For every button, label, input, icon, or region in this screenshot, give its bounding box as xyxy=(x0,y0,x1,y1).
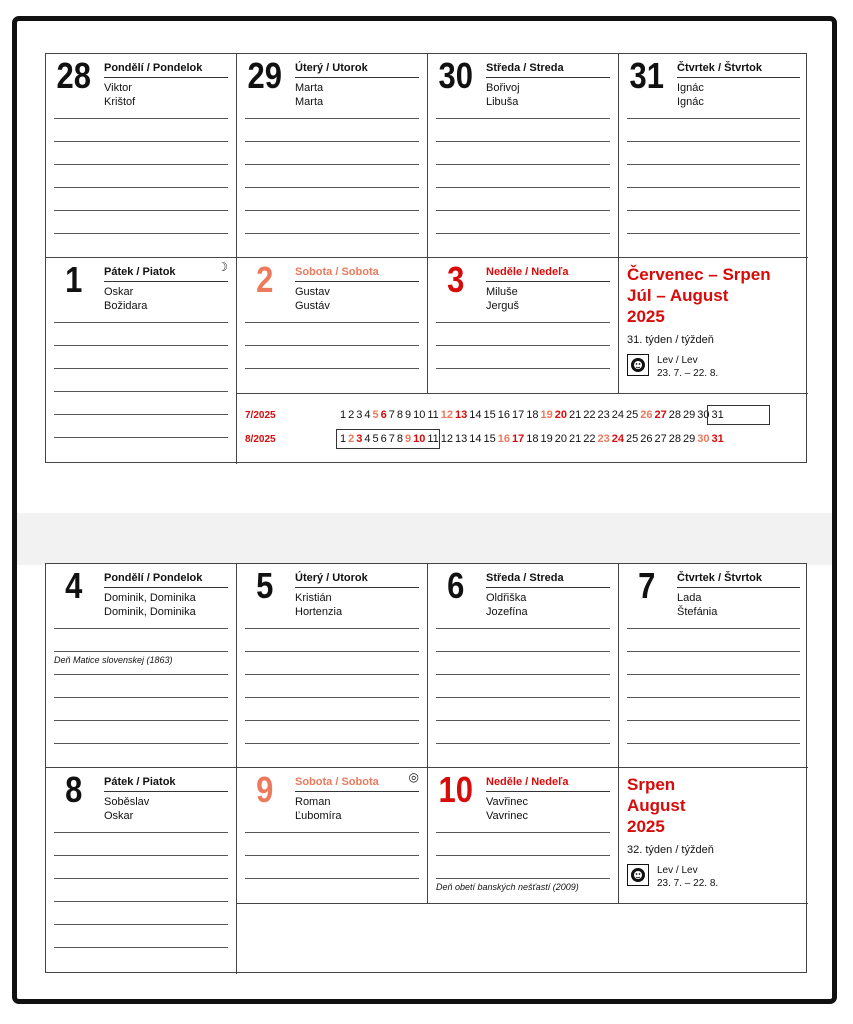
writing-line[interactable] xyxy=(54,322,228,323)
writing-line[interactable] xyxy=(627,743,800,744)
name-day: Kristián xyxy=(295,592,332,604)
mini-day[interactable]: 22 xyxy=(583,433,596,445)
mini-day[interactable]: 19 xyxy=(540,433,553,445)
day-cell-28[interactable] xyxy=(46,54,237,258)
mini-day[interactable]: 27 xyxy=(654,409,667,421)
mini-day[interactable]: 8 xyxy=(396,409,403,421)
mini-day[interactable]: 28 xyxy=(668,433,682,445)
name-days xyxy=(295,81,323,109)
writing-line[interactable] xyxy=(627,628,800,629)
mini-day[interactable]: 13 xyxy=(455,433,468,445)
day-cell-9[interactable] xyxy=(237,768,428,904)
name-days xyxy=(295,285,330,313)
writing-line[interactable] xyxy=(54,414,228,415)
lion-zodiac-icon xyxy=(627,864,649,886)
day-number: 5 xyxy=(256,565,274,606)
mini-day[interactable]: 5 xyxy=(372,409,379,421)
writing-line[interactable] xyxy=(627,118,800,119)
mini-day[interactable]: 17 xyxy=(512,409,525,421)
mini-day[interactable]: 11 xyxy=(427,433,439,445)
writing-line[interactable] xyxy=(245,368,419,369)
name-day: Ignác xyxy=(677,96,704,108)
day-name: Pátek / Piatok xyxy=(104,266,228,282)
name-day: Bořivoj xyxy=(486,82,520,94)
writing-line[interactable] xyxy=(54,855,228,856)
mini-day[interactable]: 10 xyxy=(413,409,426,421)
name-days xyxy=(104,795,149,823)
writing-line[interactable] xyxy=(436,164,610,165)
writing-line[interactable] xyxy=(627,651,800,652)
name-days xyxy=(486,795,528,823)
writing-line[interactable] xyxy=(54,437,228,438)
mini-month-days xyxy=(339,408,725,422)
mini-day[interactable]: 31 xyxy=(711,433,724,445)
name-day: Marta xyxy=(295,82,324,94)
day-number: 4 xyxy=(65,565,83,606)
month-title-line: 2025 xyxy=(627,307,665,326)
writing-line[interactable] xyxy=(245,743,419,744)
day-name: Neděle / Nedeľa xyxy=(486,266,610,282)
day-name: Pondělí / Pondelok xyxy=(104,572,228,588)
writing-line[interactable] xyxy=(245,855,419,856)
mini-day[interactable]: 8 xyxy=(396,433,403,445)
full-moon-icon: ◎ xyxy=(408,770,419,784)
writing-line[interactable] xyxy=(54,878,228,879)
day-name: Čtvrtek / Štvrtok xyxy=(677,572,800,588)
mini-month-label: 8/2025 xyxy=(245,434,276,445)
mini-day[interactable]: 7 xyxy=(388,433,395,445)
writing-line[interactable] xyxy=(245,233,419,234)
mini-day[interactable]: 30 xyxy=(697,433,710,445)
day-cell-8[interactable] xyxy=(46,768,237,974)
mini-day[interactable]: 19 xyxy=(540,409,553,421)
zodiac-line: 23. 7. – 22. 8. xyxy=(657,368,719,379)
mini-month-label: 7/2025 xyxy=(245,410,276,421)
mini-day[interactable]: 16 xyxy=(497,433,511,445)
writing-line[interactable] xyxy=(54,368,228,369)
day-name: Úterý / Utorok xyxy=(295,572,419,588)
zodiac-line: Lev / Lev xyxy=(657,865,698,876)
mini-day[interactable]: 3 xyxy=(356,433,363,445)
name-day: Gustáv xyxy=(295,300,330,312)
name-day: Ignác xyxy=(677,82,704,94)
day-name: Sobota / Sobota xyxy=(295,776,419,792)
mini-day[interactable]: 9 xyxy=(405,433,412,445)
writing-line[interactable] xyxy=(627,674,800,675)
writing-line[interactable] xyxy=(436,210,610,211)
day-number: 2 xyxy=(256,259,274,300)
name-day: Krištof xyxy=(104,96,136,108)
writing-line[interactable] xyxy=(245,164,419,165)
current-week-highlight xyxy=(707,405,770,425)
writing-line[interactable] xyxy=(436,141,610,142)
day-cell-30[interactable] xyxy=(428,54,619,258)
name-days xyxy=(677,591,717,619)
name-days xyxy=(677,81,704,109)
mini-day[interactable]: 28 xyxy=(668,409,682,421)
day-number: 30 xyxy=(438,55,473,96)
writing-line[interactable] xyxy=(54,391,228,392)
name-days xyxy=(104,285,147,313)
mini-day[interactable]: 15 xyxy=(483,409,496,421)
planner-page-week-31 xyxy=(45,53,807,463)
writing-line[interactable] xyxy=(436,651,610,652)
day-number: 8 xyxy=(65,769,83,810)
writing-line[interactable] xyxy=(54,720,228,721)
writing-line[interactable] xyxy=(627,187,800,188)
name-days xyxy=(486,285,519,313)
writing-line[interactable] xyxy=(436,187,610,188)
mini-day[interactable]: 30 xyxy=(697,409,710,421)
mini-day[interactable]: 20 xyxy=(554,433,568,445)
month-info-cell xyxy=(619,258,808,394)
mini-day[interactable]: 24 xyxy=(611,433,625,445)
month-title xyxy=(627,264,771,327)
name-day: Libuša xyxy=(486,96,519,108)
mini-day[interactable]: 22 xyxy=(583,409,596,421)
name-day: Viktor xyxy=(104,82,132,94)
writing-line[interactable] xyxy=(245,118,419,119)
name-day: Dominik, Dominika xyxy=(104,606,196,618)
zodiac-line: Lev / Lev xyxy=(657,355,698,366)
mini-day[interactable]: 14 xyxy=(469,409,482,421)
writing-line[interactable] xyxy=(245,322,419,323)
name-day: Marta xyxy=(295,96,324,108)
day-name: Středa / Streda xyxy=(486,62,610,78)
writing-line[interactable] xyxy=(436,674,610,675)
writing-line[interactable] xyxy=(54,743,228,744)
writing-line[interactable] xyxy=(436,322,610,323)
week-number: 32. týden / týždeň xyxy=(627,844,714,856)
writing-line[interactable] xyxy=(627,697,800,698)
writing-line[interactable] xyxy=(245,697,419,698)
name-days xyxy=(486,591,528,619)
mini-day[interactable]: 20 xyxy=(554,409,568,421)
writing-line[interactable] xyxy=(436,832,610,833)
day-cell-29[interactable] xyxy=(237,54,428,258)
mini-day[interactable]: 12 xyxy=(440,433,454,445)
mini-day[interactable]: 29 xyxy=(683,433,696,445)
day-number: 9 xyxy=(256,769,274,810)
mini-day[interactable]: 26 xyxy=(640,433,653,445)
mini-day[interactable]: 25 xyxy=(626,433,639,445)
moon-phase-icon: ☽ xyxy=(217,260,228,274)
writing-line[interactable] xyxy=(436,368,610,369)
mini-day[interactable]: 16 xyxy=(497,409,511,421)
mini-day[interactable]: 18 xyxy=(526,433,539,445)
name-day: Roman xyxy=(295,796,331,808)
day-cell-10[interactable] xyxy=(428,768,619,904)
writing-line[interactable] xyxy=(627,720,800,721)
zodiac-sign xyxy=(657,354,718,380)
mini-day[interactable]: 9 xyxy=(405,409,412,421)
empty-area[interactable] xyxy=(237,904,808,972)
zodiac-sign xyxy=(657,864,718,890)
name-day: Dominik, Dominika xyxy=(104,592,196,604)
mini-day[interactable]: 10 xyxy=(413,433,426,445)
month-title-line: August xyxy=(627,796,686,815)
name-day: Soběslav xyxy=(104,796,150,808)
mini-day[interactable]: 17 xyxy=(512,433,525,445)
writing-line[interactable] xyxy=(54,628,228,629)
month-title-line: Červenec – Srpen xyxy=(627,265,771,284)
writing-line[interactable] xyxy=(436,743,610,744)
week-number: 31. týden / týždeň xyxy=(627,334,714,346)
name-day: Štefánia xyxy=(677,606,718,618)
mini-day[interactable]: 21 xyxy=(569,433,582,445)
writing-line[interactable] xyxy=(54,674,228,675)
mini-day[interactable]: 4 xyxy=(364,409,371,421)
writing-line[interactable] xyxy=(627,141,800,142)
mini-day[interactable]: 6 xyxy=(380,433,387,445)
page-gap xyxy=(17,513,832,565)
mini-day[interactable]: 25 xyxy=(626,409,639,421)
lion-zodiac-icon xyxy=(627,354,649,376)
mini-day[interactable]: 23 xyxy=(597,433,610,445)
day-name: Úterý / Utorok xyxy=(295,62,419,78)
day-cell-6[interactable] xyxy=(428,564,619,768)
day-name: Pátek / Piatok xyxy=(104,776,228,792)
mini-day[interactable]: 24 xyxy=(611,409,625,421)
mini-day[interactable]: 26 xyxy=(640,409,653,421)
writing-line[interactable] xyxy=(54,210,228,211)
writing-line[interactable] xyxy=(245,187,419,188)
day-number: 7 xyxy=(638,565,656,606)
day-cell-4[interactable] xyxy=(46,564,237,768)
day-number: 3 xyxy=(447,259,465,300)
name-days xyxy=(486,81,520,109)
name-day: Božidara xyxy=(104,300,148,312)
day-number: 29 xyxy=(247,55,282,96)
day-number: 1 xyxy=(65,259,83,300)
day-name: Čtvrtek / Štvrtok xyxy=(677,62,800,78)
writing-line[interactable] xyxy=(436,720,610,721)
mini-day[interactable]: 5 xyxy=(372,433,379,445)
mini-day[interactable]: 23 xyxy=(597,409,610,421)
mini-day[interactable]: 11 xyxy=(427,409,439,421)
writing-line[interactable] xyxy=(54,345,228,346)
day-cell-7[interactable] xyxy=(619,564,808,768)
writing-line[interactable] xyxy=(436,628,610,629)
writing-line[interactable] xyxy=(245,141,419,142)
day-cell-2[interactable] xyxy=(237,258,428,394)
writing-line[interactable] xyxy=(436,878,610,879)
name-day: Vavřinec xyxy=(486,796,528,808)
writing-line[interactable] xyxy=(436,345,610,346)
writing-line[interactable] xyxy=(54,187,228,188)
zodiac-line: 23. 7. – 22. 8. xyxy=(657,878,719,889)
name-day: Ľubomíra xyxy=(295,810,342,822)
mini-day[interactable]: 15 xyxy=(483,433,496,445)
planner-frame xyxy=(12,16,837,1004)
day-cell-31[interactable] xyxy=(619,54,808,258)
writing-line[interactable] xyxy=(54,947,228,948)
writing-line[interactable] xyxy=(54,651,228,652)
month-info-cell xyxy=(619,768,808,904)
writing-line[interactable] xyxy=(436,697,610,698)
writing-line[interactable] xyxy=(245,651,419,652)
mini-day[interactable]: 31 xyxy=(711,409,724,421)
writing-line[interactable] xyxy=(245,674,419,675)
mini-day[interactable]: 21 xyxy=(569,409,582,421)
writing-line[interactable] xyxy=(627,233,800,234)
writing-line[interactable] xyxy=(54,832,228,833)
writing-line[interactable] xyxy=(54,697,228,698)
writing-line[interactable] xyxy=(245,210,419,211)
holiday-note: Deň Matice slovenskej (1863) xyxy=(54,655,173,665)
name-day: Vavrinec xyxy=(486,810,528,822)
mini-day[interactable]: 13 xyxy=(455,409,468,421)
writing-line[interactable] xyxy=(54,164,228,165)
writing-line[interactable] xyxy=(245,345,419,346)
mini-day[interactable]: 7 xyxy=(388,409,395,421)
writing-line[interactable] xyxy=(245,628,419,629)
mini-day[interactable]: 1 xyxy=(340,433,347,445)
writing-line[interactable] xyxy=(245,878,419,879)
day-name: Pondělí / Pondelok xyxy=(104,62,228,78)
day-name: Neděle / Nedeľa xyxy=(486,776,610,792)
planner-page-week-32 xyxy=(45,563,807,973)
mini-day[interactable]: 29 xyxy=(683,409,696,421)
writing-line[interactable] xyxy=(627,164,800,165)
writing-line[interactable] xyxy=(54,233,228,234)
name-days xyxy=(295,795,341,823)
day-name: Středa / Streda xyxy=(486,572,610,588)
name-day: Jozefína xyxy=(486,606,528,618)
name-day: Oskar xyxy=(104,286,134,298)
name-days xyxy=(295,591,342,619)
day-cell-1[interactable] xyxy=(46,258,237,464)
writing-line[interactable] xyxy=(436,118,610,119)
writing-line[interactable] xyxy=(245,720,419,721)
mini-day[interactable]: 2 xyxy=(348,409,355,421)
day-number: 10 xyxy=(438,769,473,810)
mini-day[interactable]: 6 xyxy=(380,409,387,421)
mini-day[interactable]: 1 xyxy=(340,409,347,421)
writing-line[interactable] xyxy=(436,855,610,856)
current-week-highlight xyxy=(336,429,440,449)
mini-day[interactable]: 14 xyxy=(469,433,482,445)
mini-day[interactable]: 2 xyxy=(348,433,355,445)
month-title-line: Srpen xyxy=(627,775,676,794)
name-days xyxy=(104,591,196,619)
mini-calendar xyxy=(237,394,808,462)
mini-day[interactable]: 3 xyxy=(356,409,363,421)
name-day: Lada xyxy=(677,592,702,604)
writing-line[interactable] xyxy=(436,233,610,234)
month-title xyxy=(627,774,686,837)
month-title-line: 2025 xyxy=(627,817,665,836)
day-number: 31 xyxy=(629,55,664,96)
day-cell-3[interactable] xyxy=(428,258,619,394)
mini-day[interactable]: 18 xyxy=(526,409,539,421)
mini-day[interactable]: 27 xyxy=(654,433,667,445)
name-day: Gustav xyxy=(295,286,330,298)
day-number: 28 xyxy=(56,55,91,96)
day-number: 6 xyxy=(447,565,465,606)
month-title-line: Júl – August xyxy=(627,286,729,305)
name-day: Jerguš xyxy=(486,300,520,312)
holiday-note: Deň obetí banských nešťastí (2009) xyxy=(436,882,579,892)
name-day: Oldřiška xyxy=(486,592,527,604)
writing-line[interactable] xyxy=(627,210,800,211)
name-day: Hortenzia xyxy=(295,606,343,618)
day-name: Sobota / Sobota xyxy=(295,266,419,282)
writing-line[interactable] xyxy=(54,924,228,925)
mini-day[interactable]: 12 xyxy=(440,409,454,421)
day-cell-5[interactable] xyxy=(237,564,428,768)
writing-line[interactable] xyxy=(54,901,228,902)
writing-line[interactable] xyxy=(245,832,419,833)
mini-day[interactable]: 4 xyxy=(364,433,371,445)
name-day: Oskar xyxy=(104,810,134,822)
name-days xyxy=(104,81,135,109)
writing-line[interactable] xyxy=(54,118,228,119)
writing-line[interactable] xyxy=(54,141,228,142)
name-day: Miluše xyxy=(486,286,518,298)
